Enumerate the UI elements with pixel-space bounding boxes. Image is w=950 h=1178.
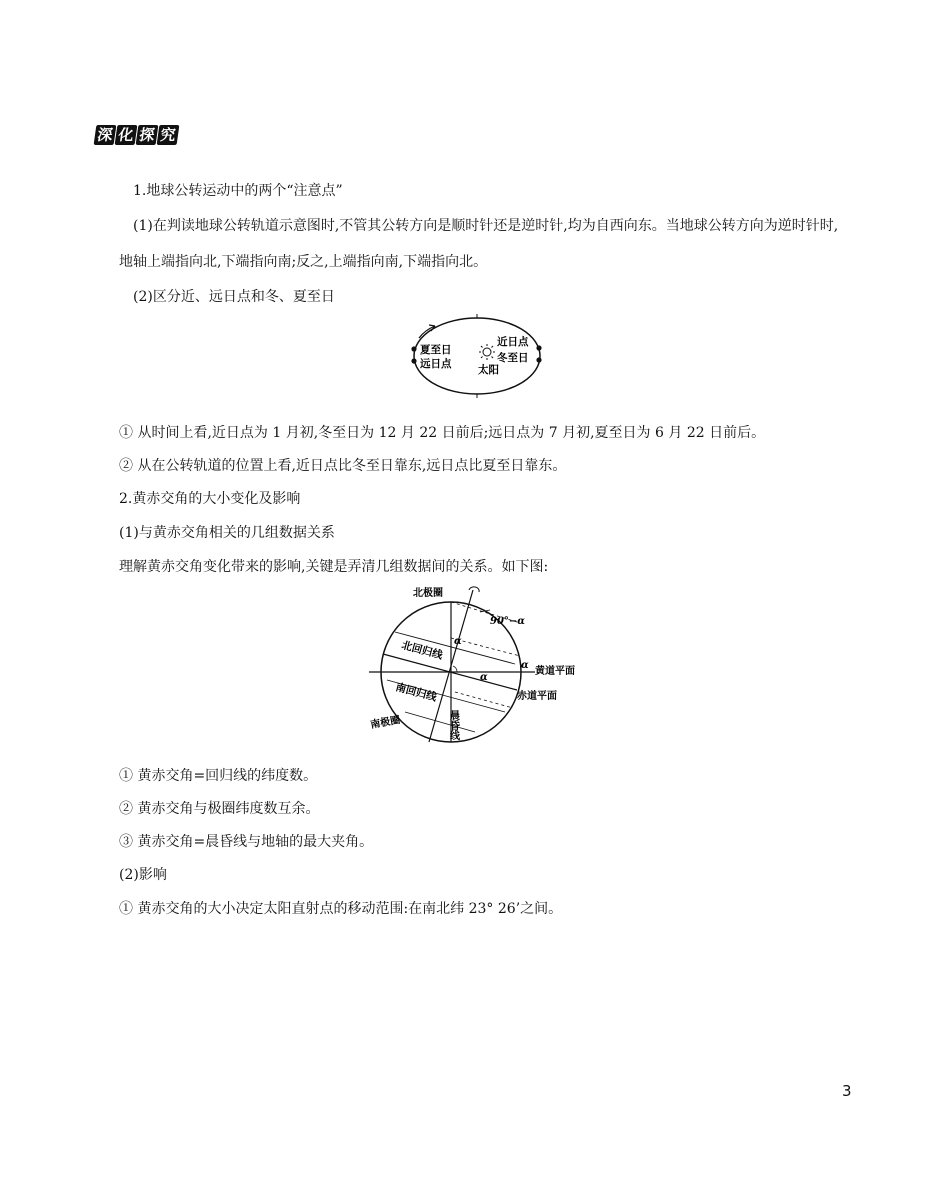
south-tropic-label: 南回归线 — [394, 681, 438, 704]
ecliptic-label: 黄道平面 — [535, 666, 575, 677]
relation-1: ① 黄赤交角=回归线的纬度数。 — [119, 768, 318, 784]
sun-label: 太阳 — [478, 364, 499, 376]
terminator-label: 晨昏线 — [447, 710, 459, 740]
page-number: 3 — [842, 1082, 852, 1100]
sun-icon — [479, 344, 495, 360]
badge-char: 深 — [94, 125, 117, 145]
section-badge — [95, 125, 178, 145]
north-tropic-label: 北回归线 — [400, 639, 444, 662]
winter-solstice-label: 冬至日 — [497, 352, 529, 364]
summer-solstice-label: 夏至日 — [420, 344, 452, 356]
ecliptic-obliquity-diagram — [365, 582, 575, 747]
badge-char: 探 — [136, 125, 159, 145]
alpha-label-edge: α — [521, 660, 529, 671]
perihelion-label: 近日点 — [497, 336, 529, 348]
badge-char: 化 — [115, 125, 138, 145]
summer-solstice-point — [411, 346, 416, 351]
heading-2: 2.黄赤交角的大小变化及影响 — [119, 491, 301, 507]
point-1: (1)在判读地球公转轨道示意图时,不管其公转方向是顺时针还是逆时针,均为自西向东。当地球公转方向为逆时针时,地轴上端指向北,下端指向南;反之,上端指向南,下端指向北。 — [119, 218, 839, 270]
alpha-label-axis: α — [454, 636, 462, 647]
impact-1: ① 黄赤交角的大小决定太阳直射点的移动范围:在南北纬 23° 26’之间。 — [119, 901, 563, 917]
orbit-diagram — [405, 312, 550, 402]
aphelion-label: 远日点 — [420, 358, 452, 370]
perihelion-point — [536, 345, 541, 350]
intro: 理解黄赤交角变化带来的影响,关键是弄清几组数据间的关系。如下图: — [119, 559, 549, 575]
relation-3: ③ 黄赤交角=晨昏线与地轴的最大夹角。 — [119, 834, 374, 850]
winter-solstice-point — [536, 357, 541, 362]
heading-1: 1.地球公转运动中的两个“注意点” — [133, 183, 343, 199]
north-polar-label: 北极圈 — [413, 588, 443, 599]
item-1: ① 从时间上看,近日点为 1 月初,冬至日为 12 月 22 日前后;远日点为 7 月初,夏至日为 6 月 22 日前后。 — [119, 425, 766, 441]
south-polar-label: 南极圈 — [369, 714, 402, 731]
point-2: (2)区分近、远日点和冬、夏至日 — [133, 289, 335, 305]
alpha-label-center: α — [480, 672, 488, 683]
relation-2: ② 黄赤交角与极圈纬度数互余。 — [119, 801, 320, 817]
aphelion-point — [411, 358, 416, 363]
equator-label: 赤道平面 — [517, 691, 557, 702]
badge-char: 究 — [157, 125, 180, 145]
sub-1: (1)与黄赤交角相关的几组数据关系 — [119, 525, 335, 541]
item-2: ② 从在公转轨道的位置上看,近日点比冬至日靠东,远日点比夏至日靠东。 — [119, 458, 567, 474]
angle-90-minus-alpha: 90°−α — [490, 616, 525, 627]
sub-2: (2)影响 — [119, 867, 167, 883]
